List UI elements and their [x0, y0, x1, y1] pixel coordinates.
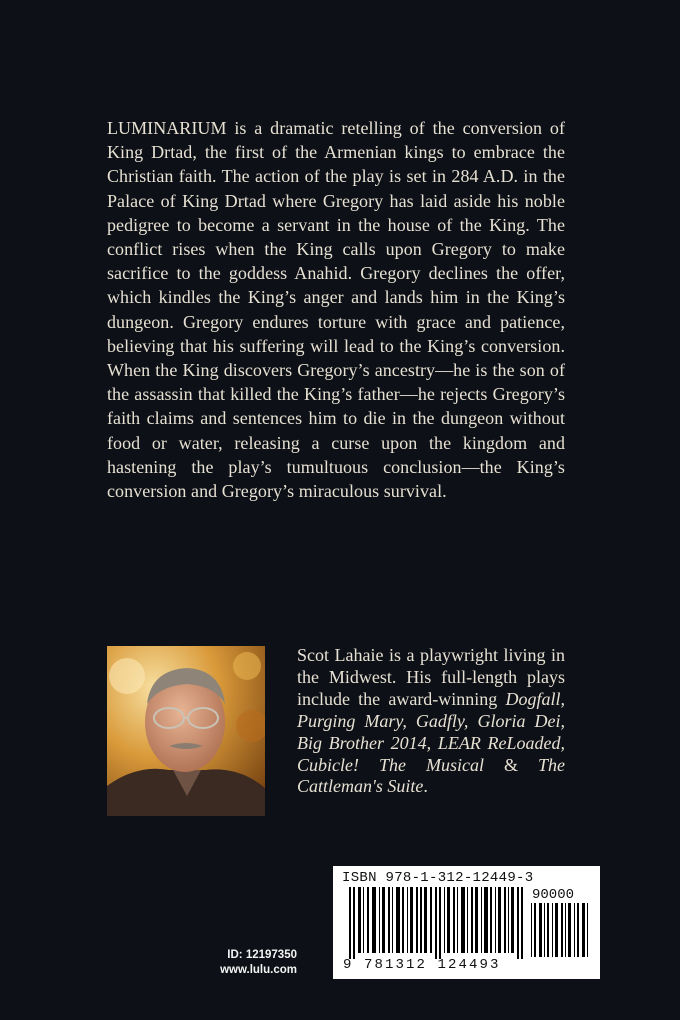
- price-bars: [531, 903, 589, 957]
- isbn-barcode: [333, 866, 600, 979]
- author-photo: [107, 646, 265, 816]
- plays-list: Dogfall, Purging Mary, Gadfly, Gloria Dei, Big Brother 2014, LEAR ReLoaded, Cubicle! The Musical: [297, 688, 565, 775]
- barcode-digits: 9 781312 124493: [343, 957, 501, 973]
- publisher-site: www.lulu.com: [220, 964, 297, 976]
- isbn-label: ISBN 978-1-312-12449-3: [342, 870, 534, 886]
- book-description: LUMINARIUM is a dramatic retelling of the conversion of King Drtad, the first of the Armenian kings to embrace the Christian faith. The action of the play is set in 284 A.D. in the Palace of King Drtad where Gregory has laid aside his noble pedigree to become a servant in the house of the King. The conflict rises when the King calls upon Gregory to make sacrifice to the goddess Anahid. Gregory declines the offer, which kindles the King’s anger and lands him in the King’s dungeon. Gregory endures torture with grace and patience, believing that his suffering will lead to the King’s conversion. When the King discovers Gregory’s ancestry—he is the son of the assassin that killed the King’s father—he rejects Gregory’s faith claims and sentences him to die in the dungeon without food or water, releasing a curse upon the kingdom and hastening the play’s tumultuous conclusion—the King’s conversion and Gregory’s miraculous survival.: [107, 118, 565, 502]
- barcode-bars: [349, 887, 527, 959]
- last-play-title: The Cattleman's Suite: [297, 754, 565, 797]
- price-code: 90000: [532, 887, 575, 903]
- author-bio: Scot Lahaie is a playwright living in the Midwest. His full-length plays include the award-winning Dogfall, Purging Mary, Gadfly, Gloria Dei, Big Brother 2014, LEAR ReLoaded, Cubicle! The Musical & The Cattleman's Suite.: [297, 645, 565, 797]
- publisher-info: [205, 948, 297, 978]
- publisher-id: ID: 12197350: [227, 949, 297, 961]
